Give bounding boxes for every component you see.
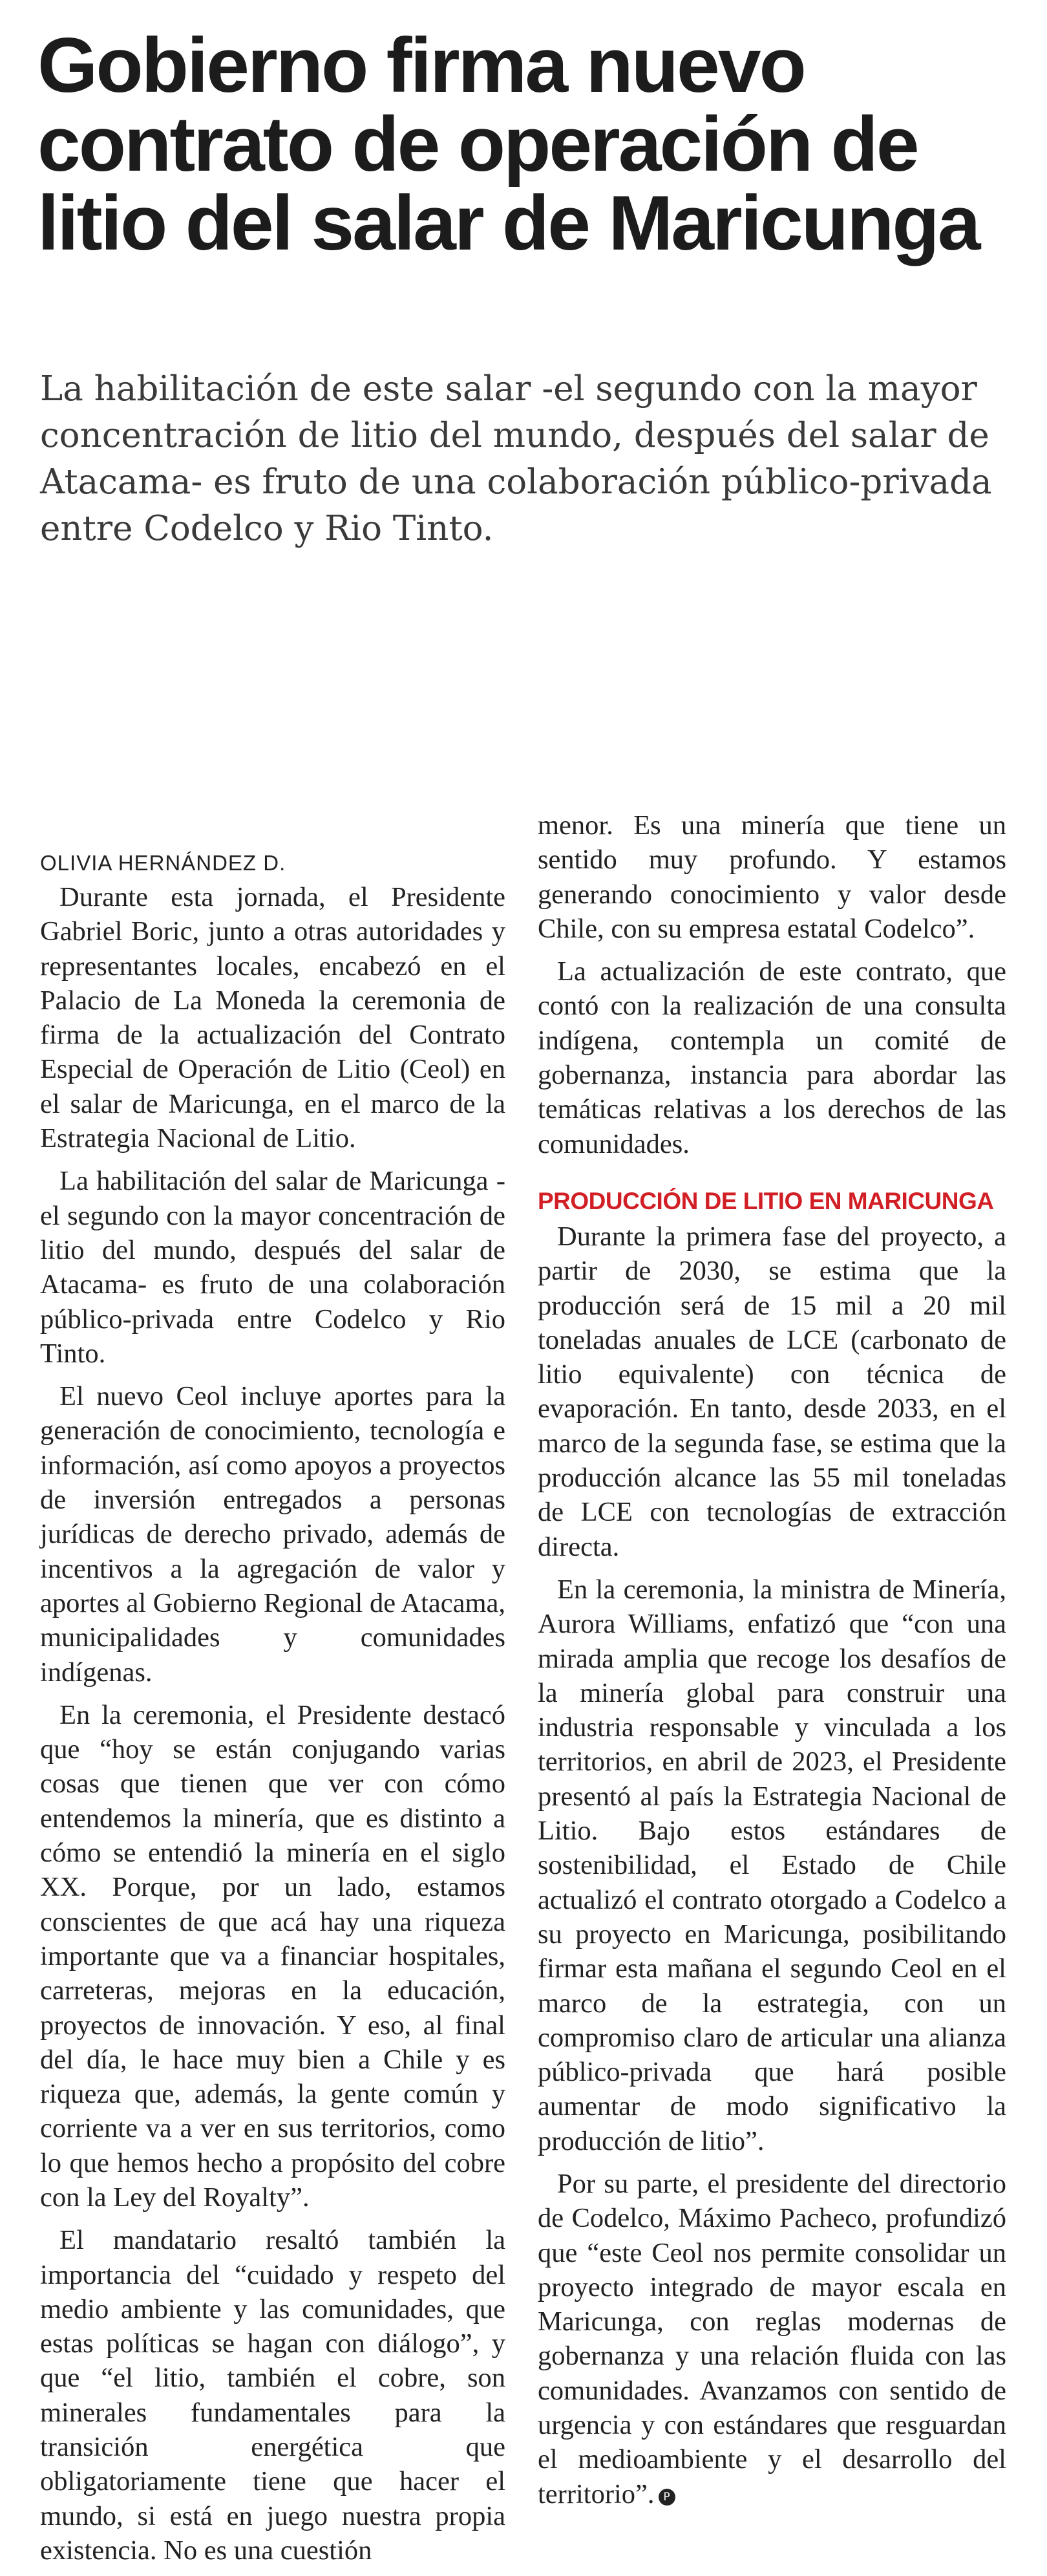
body-paragraph: La actualización de este contrato, que contó con la realización de una consulta indígena, contempla un comité de gobernanza, instancia para abordar las temáticas relativas a los derechos de las comunidades. xyxy=(538,956,1006,1159)
final-paragraph-text: Por su parte, el presidente del directorio de Codelco, Máximo Pacheco, profundizó que “este Ceol nos permite consolidar un proyecto integrado de mayor escala en Maricunga, con reglas modernas de gobernanza y una relación fluida con las comunidades. Avanzamos con sentido de urgencia y con estándares que resguardan el medioambiente y el desarrollo del territorio”. xyxy=(538,2168,1006,2509)
article-column-right xyxy=(538,808,1006,2520)
body-paragraph: Durante esta jornada, el Presidente Gabriel Boric, junto a otras autoridades y representantes locales, encabezó en el Palacio de La Moneda la ceremonia de firma de la actualización del Contrato Especial de Operación de Litio (Ceol) en el salar de Maricunga, en el marco de la Estrategia Nacional de Litio. xyxy=(40,882,505,1154)
deck-summary: La habilitación de este salar -el segundo con la mayor concentración de litio del mundo, después del salar de Atacama- es fruto de una colaboración público-privada entre Codelco y Rio Tinto. xyxy=(40,369,992,548)
body-paragraph: En la ceremonia, el Presidente destacó que “hoy se están conjugando varias cosas que tienen que ver con cómo entendemos la minería, que es distinto a cómo se entendió la minería en el siglo XX. Porque, por un lado, estamos conscientes de que acá hay una riqueza importante que va a financiar hospitales, carreteras, mejoras en la educación, proyectos de innovación. Y eso, al final del día, le hace muy bien a Chile y es riqueza que, además, la gente común y corriente va a ver en sus territorios, como lo que hemos hecho a propósito del cobre con la Ley del Royalty”. xyxy=(40,1699,505,2213)
section-subhead: PRODUCCIÓN DE LITIO EN MARICUNGA xyxy=(538,1187,994,1214)
body-paragraph-continued: menor. Es una minería que tiene un sentido muy profundo. Y estamos generando conocimiento y valor desde Chile, con su empresa estatal Codelco”. xyxy=(538,810,1006,944)
byline: OLIVIA HERNÁNDEZ D. xyxy=(40,851,286,875)
body-paragraph-final xyxy=(538,2167,1006,2511)
body-paragraph: La habilitación del salar de Maricunga -el segundo con la mayor concentración de litio del mundo, después del salar de Atacama- es fruto de una colaboración público-privada entre Codelco y Rio Tinto. xyxy=(40,1166,505,1369)
body-paragraph: En la ceremonia, la ministra de Minería, Aurora Williams, enfatizó que “con una mirada amplia que recoge los desafíos de la minería global para construir una industria responsable y vinculada a los territorios, en abril de 2023, el Presidente presentó al país la Estrategia Nacional de Litio. Bajo estos estándares de sostenibilidad, el Estado de Chile actualizó el contrato otorgado a Codelco a su proyecto en Maricunga, posibilitando firmar esta mañana el segundo Ceol en el marco de la estrategia, con un compromiso claro de articular una alianza público-privada que hará posible aumentar de modo significativo la producción de litio”. xyxy=(538,1574,1006,2156)
article-column-left xyxy=(40,846,505,2576)
body-paragraph: El nuevo Ceol incluye aportes para la generación de conocimiento, tecnología e información, así como apoyos a proyectos de inversión entregados a personas jurídicas de derecho privado, además de incentivos a la agregación de valor y aportes al Gobierno Regional de Atacama, municipalidades y comunidades indígenas. xyxy=(40,1381,505,1688)
body-paragraph: El mandatario resaltó también la importancia del “cuidado y respeto del medio ambiente y las comunidades, que estas políticas se hagan con diálogo”, y que “el litio, también el cobre, son minerales fundamentales para la transición energética que obligatoriamente tiene que hacer el mundo, si está en juego nuestra propia existencia. No es una cuestión xyxy=(40,2225,505,2566)
body-paragraph: Durante la primera fase del proyecto, a partir de 2030, se estima que la producción será de 15 mil a 20 mil toneladas anuales de LCE (carbonato de litio equivalente) con técnica de evaporación. En tanto, desde 2033, en el marco de la segunda fase, se estima que la producción alcance las 55 mil toneladas de LCE con tecnologías de extracción directa. xyxy=(538,1221,1006,1562)
headline: Gobierno firma nuevo contrato de operación de litio del salar de Maricunga xyxy=(37,22,979,266)
end-of-article-icon: P xyxy=(659,2489,675,2506)
